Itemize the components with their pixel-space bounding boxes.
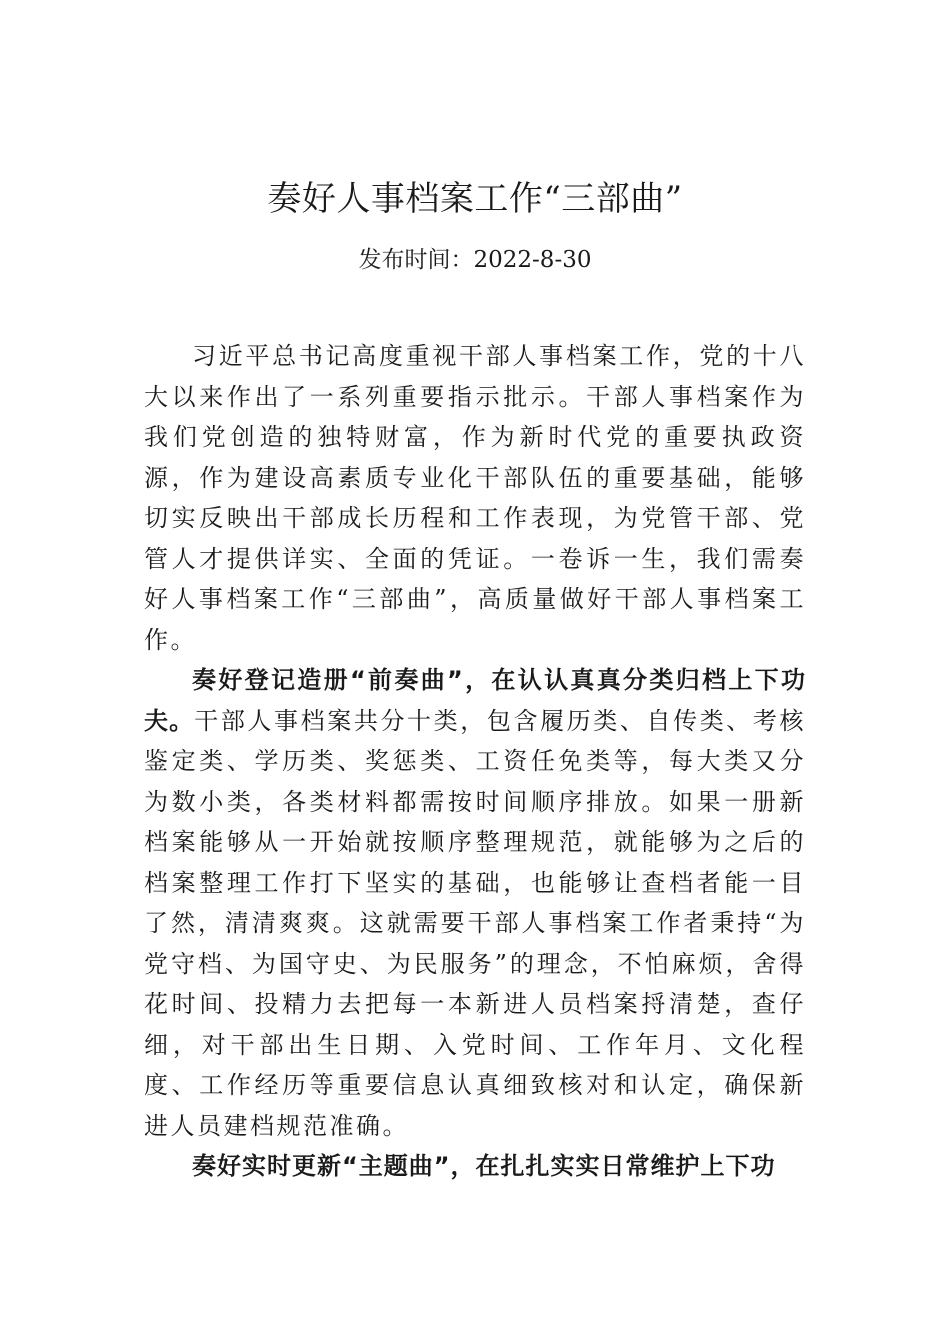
paragraph-text: 干部人事档案共分十类，包含履历类、自传类、考核鉴定类、学历类、奖惩类、工资任免类等，每大类又分为数小类，各类材料都需按时间顺序排放。如果一册新档案能够从一开始就按顺序整理规范，就能够为之后的档案整理工作打下坚实的基础，也能够让查档者能一目了然，清清爽爽。这就需要干部人事档案工作者秉持“为党守档、为国守史、为民服务”的理念，不怕麻烦，舍得花时间、投精力去把每一本新进人员档案捋清楚，查仔细，对干部出生日期、入党时间、工作年月、文化程度、工作经历等重要信息认真细致核对和认定，确保新进人员建档规范准确。 <box>144 706 807 1140</box>
paragraph-text: 习近平总书记高度重视干部人事档案工作，党的十八大以来作出了一系列重要指示批示。干部人事档案作为我们党创造的独特财富，作为新时代党的重要执政资源，作为建设高素质专业化干部队伍的重要基础，能够切实反映出干部成长历程和工作表现，为党管干部、党管人才提供详实、全面的凭证。一卷诉一生，我们需奏好人事档案工作“三部曲”，高质量做好干部人事档案工作。 <box>144 342 806 654</box>
paragraph-section-1 <box>144 660 806 1146</box>
article-body <box>144 336 806 1187</box>
paragraph-heading: 奏好登记造册“前奏曲”，在认认真真分类归档上下功夫。 <box>144 666 806 735</box>
paragraph-section-2 <box>144 1146 806 1187</box>
paragraph-intro <box>144 336 806 660</box>
publish-date: 发布时间：2022-8-30 <box>358 247 592 273</box>
paragraph-heading: 奏好实时更新“主题曲”，在扎扎实实日常维护上下功 <box>192 1152 776 1180</box>
article-title: 奏好人事档案工作“三部曲” <box>267 179 683 219</box>
